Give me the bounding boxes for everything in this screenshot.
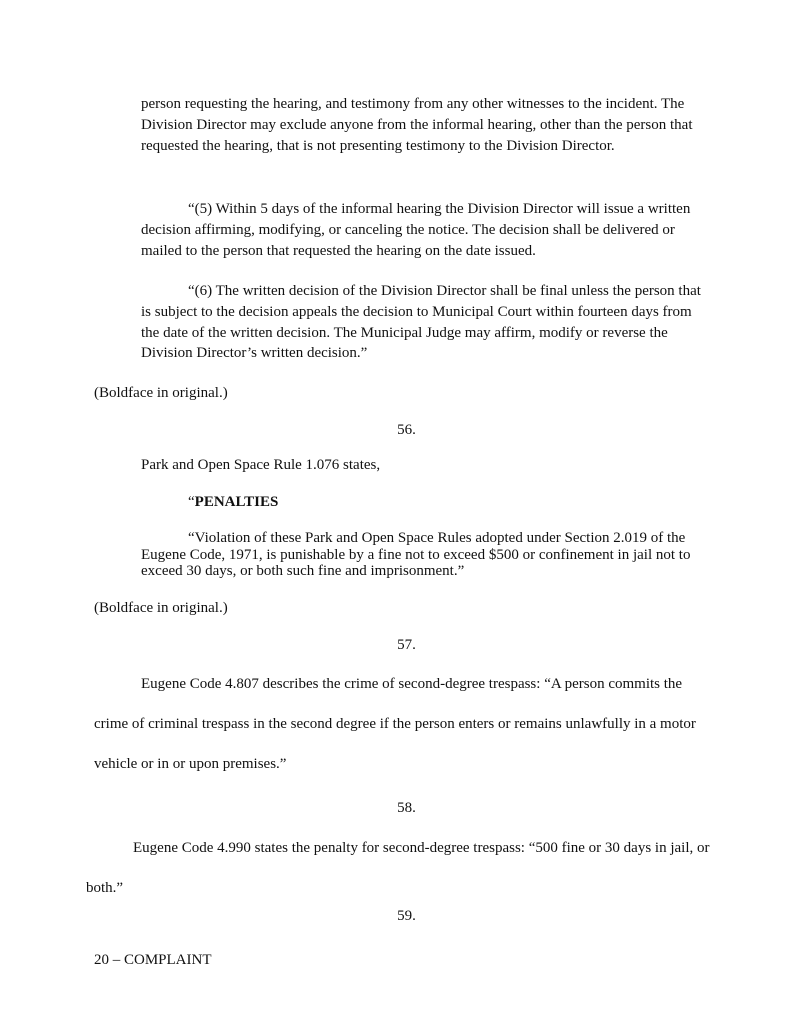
quote-paragraph-5: “(5) Within 5 days of the informal hearing the Division Director will issue a written decision affirming, modifying, or canceling the notice. The decision shall be delivered or mailed to the person that requested the hearing on the date issued. [141, 201, 691, 259]
paragraph-number-58: 58. [397, 800, 416, 816]
paragraph-number-56: 56. [397, 422, 416, 438]
heading-text: PENALTIES [194, 494, 279, 510]
paragraph-number-59: 59. [397, 908, 416, 924]
penalties-quote: “Violation of these Park and Open Space Rules adopted under Section 2.019 of the Eugene Code, 1971, is punishable by a fine not to exceed $500 or confinement in jail not to exceed 30 days, or both such fine and imprisonment.” [141, 530, 691, 579]
paragraph-58-text: Eugene Code 4.990 states the penalty for second-degree trespass: “500 fine or 30 days in jail, or both.” [86, 840, 710, 896]
paragraph-57-text: Eugene Code 4.807 describes the crime of second-degree trespass: “A person commits the crime of criminal trespass in the second degree if the person enters or remains unlawfully in a motor vehicle or in or upon premises.” [94, 676, 696, 772]
page-footer: 20 – COMPLAINT [94, 952, 212, 968]
rule-intro: Park and Open Space Rule 1.076 states, [141, 457, 381, 473]
boldface-note: (Boldface in original.) [94, 385, 228, 401]
penalties-heading [188, 494, 278, 511]
quote-continuation: person requesting the hearing, and testimony from any other witnesses to the incident. The Division Director may exclude anyone from the informal hearing, other than the person that requested the hearing, that is not presenting testimony to the Division Director. [141, 96, 693, 154]
heading-quote-mark: “ [188, 494, 195, 510]
paragraph-number-57: 57. [397, 637, 416, 653]
boldface-note: (Boldface in original.) [94, 600, 228, 616]
quote-paragraph-6: “(6) The written decision of the Division Director shall be final unless the person that is subject to the decision appeals the decision to Municipal Court within fourteen days from the date of the written decision. The Municipal Judge may affirm, modify or reverse the Division Director’s written decision.” [141, 283, 701, 362]
